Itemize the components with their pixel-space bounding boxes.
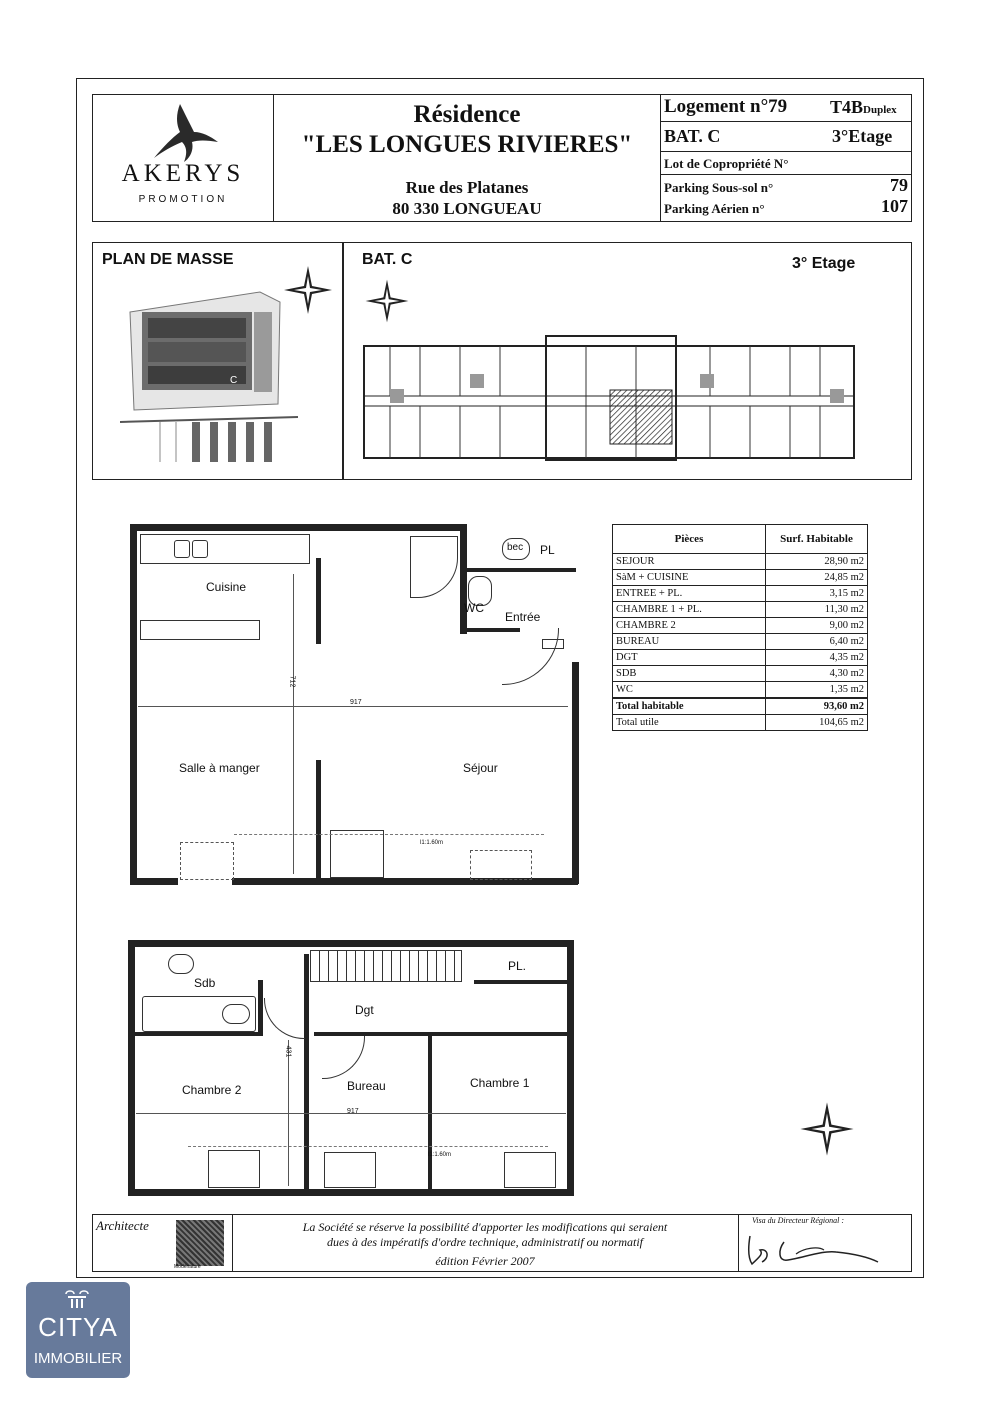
compass-rose-icon	[796, 1098, 858, 1160]
room-label-entree: Entrée	[505, 610, 541, 624]
lot-divider-2	[660, 151, 912, 152]
piece-surface: 28,90 m2	[766, 554, 868, 570]
residence-street: Rue des Platanes	[405, 178, 529, 197]
table-row	[613, 682, 868, 699]
piece-surface: 9,00 m2	[766, 618, 868, 634]
room-label-sdb: Sdb	[194, 976, 216, 990]
plan-masse-title: PLAN DE MASSE	[102, 251, 234, 268]
total-habitable-label: Total habitable	[613, 698, 766, 715]
footer-divider-1	[232, 1214, 233, 1272]
table-row	[613, 602, 868, 618]
citya-subtitle: IMMOBILIER	[33, 1350, 123, 1367]
residence-city: 80 330 LONGUEAU	[392, 199, 542, 218]
room-label-chambre1: Chambre 1	[470, 1076, 530, 1090]
piece-surface: 4,30 m2	[766, 666, 868, 682]
dimension-width: 917	[350, 699, 362, 706]
logement-type	[830, 97, 897, 118]
parking-sous-sol-label: Parking Sous-sol n°	[664, 180, 774, 195]
table-row	[613, 554, 868, 570]
room-label-pl: PL.	[508, 959, 527, 973]
piece-surface: 6,40 m2	[766, 634, 868, 650]
room-label-chambre2: Chambre 2	[182, 1083, 242, 1097]
edition-date: édition Février 2007	[435, 1254, 535, 1268]
piece-surface: 24,85 m2	[766, 570, 868, 586]
table-row	[613, 586, 868, 602]
piece-surface: 4,35 m2	[766, 650, 868, 666]
window-dimension: l1:1.60m	[428, 1152, 452, 1158]
room-label-salle-a-manger: Salle à manger	[179, 761, 260, 775]
site-plan-drawing	[120, 272, 298, 466]
logement-type-main: T4B	[830, 97, 864, 117]
bat-section-title: BAT. C	[362, 251, 413, 268]
etage-label: 3°Etage	[832, 126, 893, 146]
copro-label: Lot de Copropriété N°	[664, 156, 789, 171]
parking-sous-sol-value: 79	[890, 175, 908, 195]
piece-surface: 11,30 m2	[766, 602, 868, 618]
architecte-label: Architecte	[96, 1218, 149, 1233]
site-building-letter: C	[230, 375, 238, 386]
piece-name: SàM + CUISINE	[613, 570, 766, 586]
surfaces-table	[612, 524, 868, 731]
room-label-sejour: Séjour	[463, 761, 498, 775]
lot-divider-3	[660, 174, 912, 175]
architect-stamp-logo-icon	[176, 1220, 224, 1266]
piece-name: WC	[613, 682, 766, 699]
citya-name: CITYA	[38, 1312, 118, 1342]
room-label-dgt: Dgt	[355, 1003, 374, 1017]
brand-tagline: PROMOTION	[138, 194, 228, 205]
piece-name: SEJOUR	[613, 554, 766, 570]
room-label-wc: WC	[464, 601, 484, 615]
compass-rose-icon	[280, 262, 336, 318]
piece-surface: 3,15 m2	[766, 586, 868, 602]
table-row	[613, 666, 868, 682]
bat-section-floor: 3° Etage	[792, 255, 856, 272]
total-habitable-value: 93,60 m2	[766, 698, 868, 715]
signature-icon	[744, 1228, 884, 1268]
parking-aerien-value: 107	[881, 196, 908, 216]
compass-rose-icon	[362, 276, 412, 326]
column-icon	[62, 1290, 92, 1310]
table-row	[613, 570, 868, 586]
disclaimer-line2: dues à des impératifs d'ordre technique, administratif ou normatif	[327, 1235, 643, 1249]
piece-name: ENTREE + PL.	[613, 586, 766, 602]
dimension-height: 431	[284, 1045, 292, 1058]
header-surface: Surf. Habitable	[766, 525, 868, 554]
total-habitable-row	[613, 698, 868, 715]
lot-divider-1	[660, 121, 912, 122]
disclaimer-line1: La Société se réserve la possibilité d'apporter les modifications qui seraient	[302, 1220, 668, 1234]
plans-divider	[342, 242, 344, 480]
total-utile-label: Total utile	[613, 715, 766, 731]
header-pieces: Pièces	[613, 525, 766, 554]
table-row	[613, 634, 868, 650]
piece-name: CHAMBRE 1 + PL.	[613, 602, 766, 618]
room-label-bureau: Bureau	[347, 1079, 386, 1093]
total-utile-row	[613, 715, 868, 731]
visa-label: Visa du Directeur Régional :	[752, 1216, 844, 1225]
footer-divider-2	[738, 1214, 739, 1272]
piece-name: BUREAU	[613, 634, 766, 650]
piece-surface: 1,35 m2	[766, 682, 868, 699]
room-label-cuisine: Cuisine	[206, 580, 247, 594]
piece-name: DGT	[613, 650, 766, 666]
piece-name: SDB	[613, 666, 766, 682]
logement-number: Logement n°79	[664, 96, 788, 117]
dimension-height: 712	[288, 675, 296, 688]
akerys-logo-icon	[150, 102, 220, 164]
logement-type-suffix: Duplex	[863, 104, 897, 116]
parking-aerien-label: Parking Aérien n°	[664, 201, 765, 216]
piece-name: CHAMBRE 2	[613, 618, 766, 634]
building-floor-plan	[360, 334, 860, 464]
table-row	[613, 650, 868, 666]
architect-stamp-text: Modénature	[174, 1264, 201, 1270]
residence-title: Résidence	[413, 101, 521, 128]
residence-name: "LES LONGUES RIVIERES"	[301, 131, 633, 158]
window-dimension: l1:1.60m	[420, 840, 444, 846]
room-label-pl: PL	[540, 543, 555, 557]
dimension-width: 917	[347, 1108, 359, 1115]
brand-name: AKERYS	[121, 160, 245, 187]
level1-plan	[130, 524, 586, 888]
table-row	[613, 618, 868, 634]
room-label-bec: bec	[507, 542, 524, 553]
total-utile-value: 104,65 m2	[766, 715, 868, 731]
batiment-label: BAT. C	[664, 126, 721, 146]
